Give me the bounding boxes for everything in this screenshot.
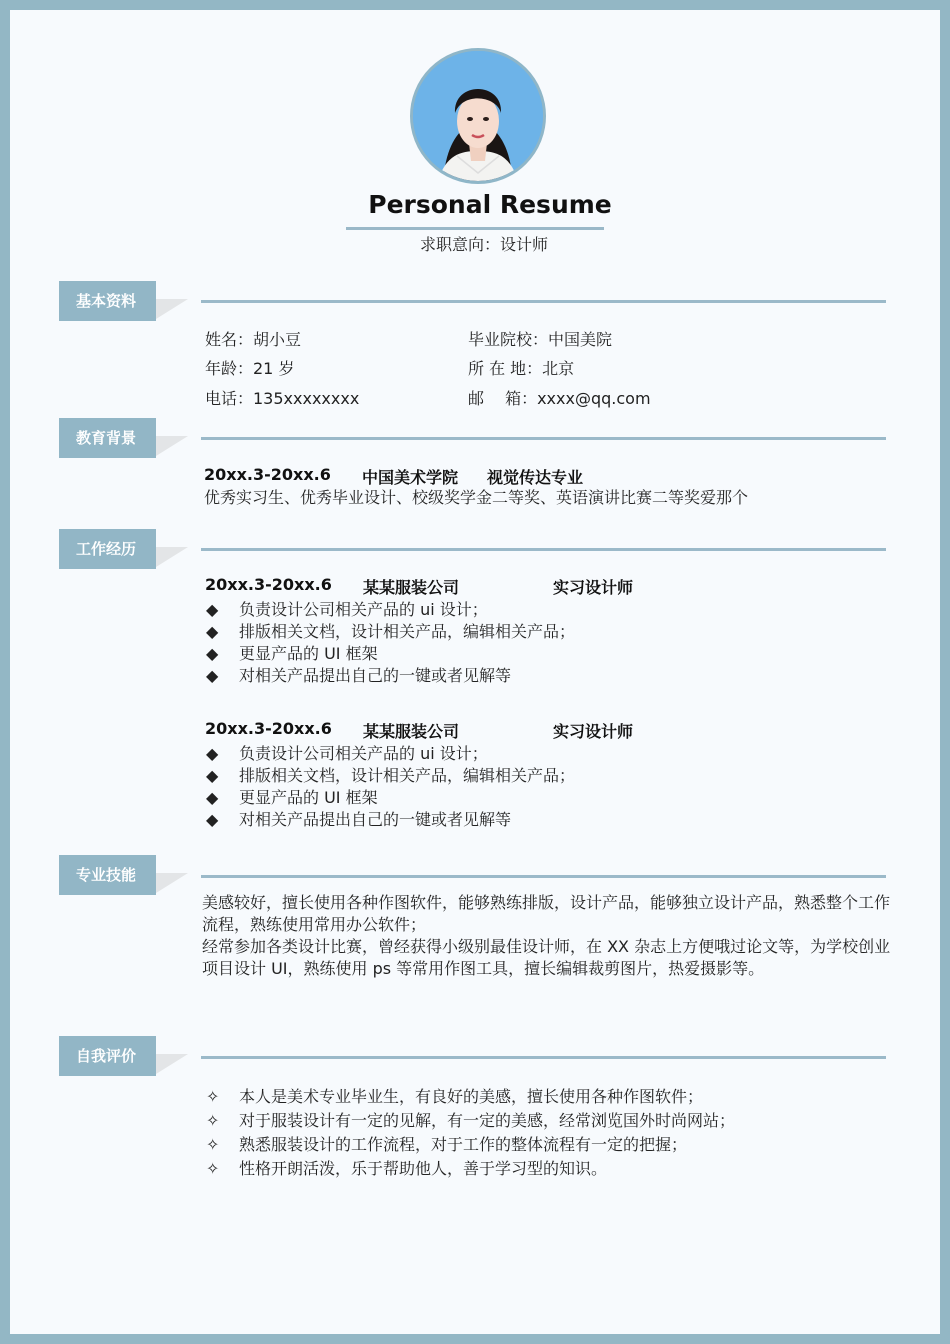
- job-role: 实习设计师: [553, 578, 634, 597]
- job-company: 某某服装公司: [363, 722, 460, 741]
- duty-item: ◆ 负责设计公司相关产品的 ui 设计；: [206, 744, 488, 763]
- duty-item: ◆ 对相关产品提出自己的一键或者见解等: [206, 666, 512, 685]
- diamond-bullet-icon: ◆: [206, 666, 219, 685]
- duty-item: ◆ 更显产品的 UI 框架: [206, 788, 378, 807]
- section-label: 专业技能: [59, 855, 156, 895]
- resume-title: Personal Resume: [368, 190, 612, 219]
- self-eval-item: ✧ 熟悉服装设计的工作流程，对于工作的整体流程有一定的把握；: [206, 1135, 688, 1154]
- ribbon-fold: [156, 1054, 188, 1074]
- diamond-bullet-icon: ◆: [206, 766, 219, 785]
- duty-item: ◆ 更显产品的 UI 框架: [206, 644, 378, 663]
- email-field: 邮 箱：xxxx@qq.com: [468, 389, 651, 408]
- diamond-bullet-icon: ◆: [206, 810, 219, 829]
- portrait-image: [413, 51, 543, 181]
- ribbon-fold: [156, 299, 188, 319]
- job-period: 20xx.3-20xx.6: [205, 719, 332, 738]
- edu-period: 20xx.3-20xx.6: [204, 465, 331, 484]
- phone-field: 电话：135xxxxxxxx: [205, 389, 360, 408]
- skills-paragraph-1: 美感较好，擅长使用各种作图软件，能够熟练排版，设计产品，能够独立设计产品，熟悉整个工作流程，熟练使用常用办公软件；: [202, 893, 891, 934]
- profile-photo: [410, 48, 546, 184]
- self-eval-item: ✧ 本人是美术专业毕业生，有良好的美感，擅长使用各种作图软件；: [206, 1087, 704, 1106]
- sparkle-bullet-icon: ✧: [206, 1087, 220, 1106]
- ribbon-fold: [156, 436, 188, 456]
- job-period: 20xx.3-20xx.6: [205, 575, 332, 594]
- section-label: 自我评价: [59, 1036, 156, 1076]
- duty-item: ◆ 排版相关文档，设计相关产品，编辑相关产品；: [206, 622, 576, 641]
- self-eval-item: ✧ 性格开朗活泼，乐于帮助他人，善于学习型的知识。: [206, 1159, 608, 1178]
- section-label: 基本资料: [59, 281, 156, 321]
- diamond-bullet-icon: ◆: [206, 788, 219, 807]
- job-role: 实习设计师: [553, 722, 634, 741]
- duty-item: ◆ 排版相关文档，设计相关产品，编辑相关产品；: [206, 766, 576, 785]
- resume-page: [10, 10, 940, 1334]
- section-rule: [201, 1056, 886, 1059]
- duty-item: ◆ 负责设计公司相关产品的 ui 设计；: [206, 600, 488, 619]
- job-objective: 求职意向：设计师: [419, 235, 548, 254]
- diamond-bullet-icon: ◆: [206, 644, 219, 663]
- skills-paragraph-2: 经常参加各类设计比赛，曾经获得小级别最佳设计师，在 XX 杂志上方便哦过论文等，为学校创业项目设计 UI，熟练使用 ps 等常用作图工具，擅长编辑裁剪图片，热爱摄影等。: [202, 937, 891, 978]
- edu-school: 中国美术学院: [362, 468, 459, 487]
- sparkle-bullet-icon: ✧: [206, 1159, 220, 1178]
- sparkle-bullet-icon: ✧: [206, 1111, 220, 1130]
- age-field: 年龄：21 岁: [205, 359, 295, 378]
- self-eval-item: ✧ 对于服装设计有一定的见解，有一定的美感，经常浏览国外时尚网站；: [206, 1111, 736, 1130]
- sparkle-bullet-icon: ✧: [206, 1135, 220, 1154]
- name-field: 姓名：胡小豆: [205, 330, 302, 349]
- diamond-bullet-icon: ◆: [206, 600, 219, 619]
- section-label: 工作经历: [59, 529, 156, 569]
- diamond-bullet-icon: ◆: [206, 622, 219, 641]
- diamond-bullet-icon: ◆: [206, 744, 219, 763]
- section-rule: [201, 300, 886, 303]
- school-field: 毕业院校：中国美院: [468, 330, 613, 349]
- ribbon-fold: [156, 547, 188, 567]
- title-underline: [346, 227, 604, 230]
- job-company: 某某服装公司: [363, 578, 460, 597]
- section-rule: [201, 548, 886, 551]
- duty-item: ◆ 对相关产品提出自己的一键或者见解等: [206, 810, 512, 829]
- edu-honors: 优秀实习生、优秀毕业设计、校级奖学金二等奖、英语演讲比赛二等奖爱那个: [204, 488, 749, 507]
- edu-major: 视觉传达专业: [487, 468, 584, 487]
- section-label: 教育背景: [59, 418, 156, 458]
- location-field: 所 在 地：北京: [468, 359, 575, 378]
- section-rule: [201, 437, 886, 440]
- ribbon-fold: [156, 873, 188, 893]
- section-rule: [201, 875, 886, 878]
